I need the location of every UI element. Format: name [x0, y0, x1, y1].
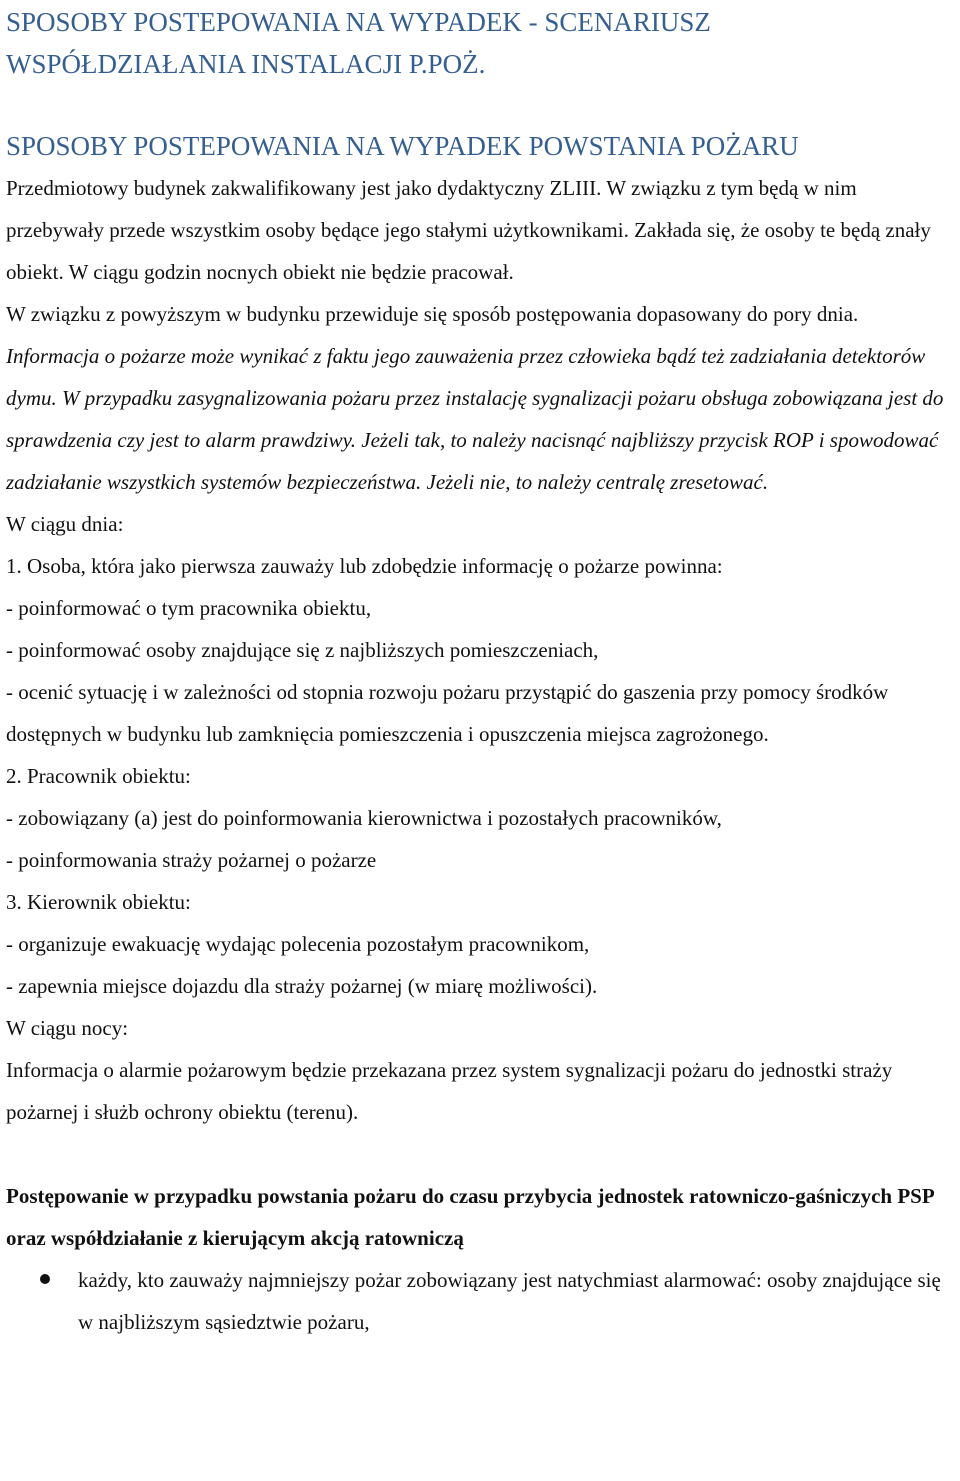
day-item-9: - organizuje ewakuację wydając polecenia pozostałym pracownikom,	[6, 932, 590, 956]
day-item-10: - zapewnia miejsce dojazdu dla straży pożarnej (w miarę możliwości).	[6, 974, 598, 998]
bullet-item	[6, 1259, 958, 1343]
bullet-dot-icon	[40, 1274, 50, 1284]
day-heading: W ciągu dnia:	[6, 512, 124, 536]
day-item-5: 2. Pracownik obiektu:	[6, 764, 191, 788]
title-line-1: SPOSOBY POSTEPOWANIA NA WYPADEK - SCENARIUSZ	[6, 7, 711, 37]
section-subtitle: SPOSOBY POSTEPOWANIA NA WYPADEK POWSTANIA POŻARU	[6, 131, 799, 161]
bullet-item-text: każdy, kto zauważy najmniejszy pożar zobowiązany jest natychmiast alarmować: osoby znajdujące się w najbliższym sąsiedztwie pożaru,	[78, 1268, 941, 1334]
procedure-heading: Postępowanie w przypadku powstania pożaru do czasu przybycia jednostek ratowniczo-gaśniczych PSP oraz współdziałanie z kierującym akcją ratowniczą	[6, 1184, 934, 1250]
intro-paragraph-2: W związku z powyższym w budynku przewiduje się sposób postępowania dopasowany do pory dnia.	[6, 302, 859, 326]
document-title	[6, 0, 958, 85]
day-item-1: 1. Osoba, która jako pierwsza zauważy lub zdobędzie informację o pożarze powinna:	[6, 554, 723, 578]
title-line-2: WSPÓŁDZIAŁANIA INSTALACJI P.POŻ.	[6, 49, 486, 79]
day-item-7: - poinformowania straży pożarnej o pożarze	[6, 848, 377, 872]
fire-info-paragraph: Informacja o pożarze może wynikać z faktu jego zauważenia przez człowieka bądź też zadziałania detektorów dymu. W przypadku zasygnalizowania pożaru przez instalację sygnalizacji pożaru obsługa zobowiązana jest do sprawdzenia czy jest to alarm prawdziwy. Jeżeli tak, to należy nacisnąć najbliższy przycisk ROP i spowodować zadziałanie wszystkich systemów bezpieczeństwa. Jeżeli nie, to należy centralę zresetować.	[6, 344, 944, 494]
day-item-4: - ocenić sytuację i w zależności od stopnia rozwoju pożaru przystąpić do gaszenia przy pomocy środków dostępnych w budynku lub zamknięcia pomieszczenia i opuszczenia miejsca zagrożonego.	[6, 680, 889, 746]
intro-paragraph: Przedmiotowy budynek zakwalifikowany jest jako dydaktyczny ZLIII. W związku z tym będą w nim przebywały przede wszystkim osoby będące jego stałymi użytkownikami. Zakłada się, że osoby te będą znały obiekt. W ciągu godzin nocnych obiekt nie będzie pracował.	[6, 176, 931, 284]
night-paragraph: Informacja o alarmie pożarowym będzie przekazana przez system sygnalizacji pożaru do jednostki straży pożarnej i służb ochrony obiektu (terenu).	[6, 1058, 893, 1124]
day-item-6: - zobowiązany (a) jest do poinformowania kierownictwa i pozostałych pracowników,	[6, 806, 722, 830]
day-item-3: - poinformować osoby znajdujące się z najbliższych pomieszczeniach,	[6, 638, 599, 662]
night-heading: W ciągu nocy:	[6, 1016, 129, 1040]
day-item-8: 3. Kierownik obiektu:	[6, 890, 191, 914]
document-page	[6, 0, 958, 1343]
day-item-2: - poinformować o tym pracownika obiektu,	[6, 596, 372, 620]
spacer	[6, 1133, 958, 1175]
